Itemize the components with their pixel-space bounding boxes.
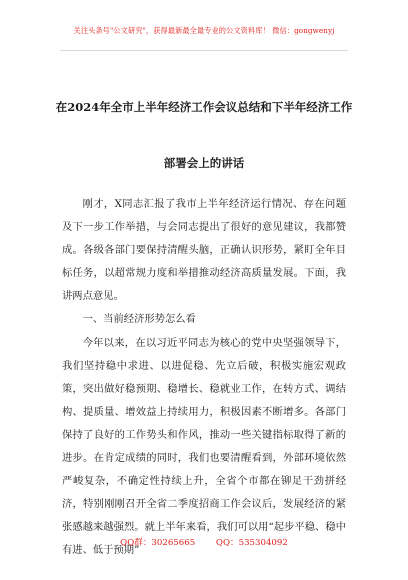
document-title-line-2: 部署会上的讲话 bbox=[163, 156, 245, 170]
paragraph-situation: 今年以来，在以习近平同志为核心的党中央坚强领导下，我们坚持稳中求进、以进促稳、先立后破，积极实施宏观政策，突出做好稳预期、稳增长、稳就业工作，在转方式、调结构、提质量、增效益上持续用力，积极因素不断增多。各部门保持了良好的工作势头和作风，推动一些关键指标取得了新的进步。在肯定成绩的同时，我们也要清醒看到，外部环境依然严峻复杂，不确定性持续上升，全省个市都在铆足干劲拼经济，特别刚刚召开全省二季度招商工作会议后，发展经济的紧张感越来越强烈。就上半年来看，我们可以用“起步平稳、稳中有进、低于预期” bbox=[62, 336, 346, 557]
footer-qq-group: QQ群：30265665 bbox=[120, 538, 196, 548]
document-title-line-1: 在2024年全市上半年经济工作会议总结和下半年经济工作 bbox=[55, 100, 353, 114]
header-divider bbox=[60, 50, 348, 51]
section-heading-1: 一、当前经济形势怎么看 bbox=[82, 313, 196, 326]
footer-contact bbox=[0, 536, 408, 548]
header-note: 关注头条号"公文研究"，获得最新最全最专业的公文资料库！ 微信：gongwenyj bbox=[73, 26, 335, 35]
footer-qq: QQ：535304092 bbox=[215, 538, 288, 548]
document-body bbox=[62, 193, 346, 563]
paragraph-intro: 刚才，X同志汇报了我市上半年经济运行情况、存在问题及下一步工作举措，与会同志提出了很好的意见建议，我都赞成。各级各部门要保持清醒头脑，正确认识形势，紧盯全年目标任务，以超常规力度和举措推动经济高质量发展。下面，我讲两点意见。 bbox=[62, 198, 346, 303]
